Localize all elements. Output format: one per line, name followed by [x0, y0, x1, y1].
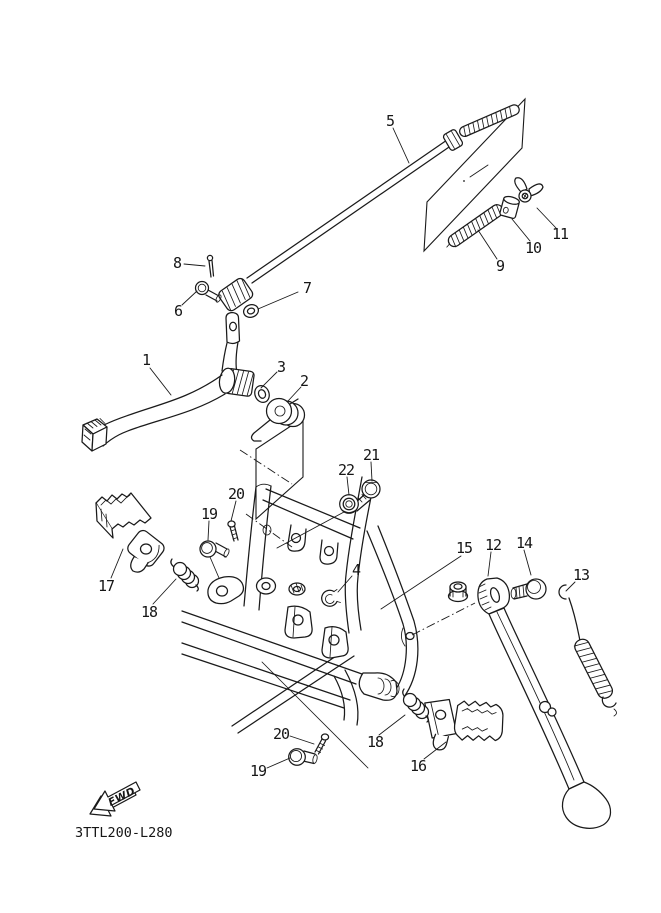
callout-3: 3 [276, 358, 286, 376]
joint-bolt [196, 282, 223, 303]
clevis-pin [200, 541, 230, 558]
callout-6: 6 [173, 302, 183, 320]
callout-12: 12 [484, 536, 502, 554]
rod-threads [458, 103, 521, 138]
box-axis-dot [463, 180, 465, 182]
engine-mount-bracket [322, 627, 348, 658]
callout-16: 16 [409, 757, 427, 775]
callout-8: 8 [172, 254, 182, 272]
callout-5: 5 [385, 112, 395, 130]
side-stand [478, 578, 611, 828]
footrest-right [420, 696, 505, 756]
fwd-marker [90, 782, 140, 816]
brake-rod-assembly [196, 103, 544, 319]
washer [242, 303, 260, 319]
frame-tab [288, 525, 306, 551]
pedal-arm [104, 375, 222, 425]
spring-pin [228, 521, 238, 541]
brake-rod [247, 140, 447, 278]
box-axis-dash [470, 165, 488, 177]
pedal-pivot-splines [218, 367, 255, 396]
callout-4: 4 [351, 561, 361, 579]
callout-10: 10 [524, 239, 542, 257]
callout-19-left: 19 [200, 505, 218, 523]
wing-nut [515, 178, 543, 202]
callout-1: 1 [141, 351, 151, 369]
callout-17: 17 [97, 577, 115, 595]
brake-pedal-assembly [82, 313, 305, 452]
callout-9: 9 [495, 257, 505, 275]
frame [182, 477, 418, 768]
engine-mount-bracket [285, 606, 312, 638]
cotter-pin [207, 255, 213, 277]
adjuster-spring [443, 200, 509, 251]
pedal-pivot-boss [257, 578, 276, 594]
callout-7: 7 [302, 279, 312, 297]
flange-nut [340, 495, 359, 514]
callout-18-left: 18 [140, 603, 158, 621]
footrest-spring [171, 559, 199, 591]
callout-13: 13 [572, 566, 590, 584]
leader-lines [111, 128, 575, 768]
footrest-spring [403, 689, 429, 722]
stand-spring [559, 585, 617, 716]
callout-19-right: 19 [249, 762, 267, 780]
spring-pin [315, 734, 329, 754]
callout-18-right: 18 [366, 733, 384, 751]
stand-bolt [511, 579, 546, 599]
callout-15: 15 [455, 539, 473, 557]
pedal-spring-group-box [256, 418, 303, 519]
clevis-pin [289, 749, 318, 766]
callout-21: 21 [362, 446, 380, 464]
callout-20-left: 20 [227, 485, 245, 503]
footrest-left [96, 493, 166, 572]
pedal-clevis-fork [226, 313, 240, 344]
stand-mount-hole [406, 633, 414, 640]
drawing-number: 3TTL200-L280 [75, 825, 173, 841]
footrest-mount-bracket [208, 577, 244, 604]
callout-14: 14 [515, 534, 533, 552]
frame-tab [320, 540, 338, 564]
callout-20-right: 20 [272, 725, 290, 743]
grouping-boxes [256, 99, 525, 519]
callout-2: 2 [299, 372, 309, 390]
fwd-label: FWD [106, 785, 138, 809]
callout-11: 11 [551, 225, 569, 243]
stand-nut [449, 582, 468, 602]
rod-pin-barrel [499, 195, 520, 219]
callout-22: 22 [337, 461, 355, 479]
